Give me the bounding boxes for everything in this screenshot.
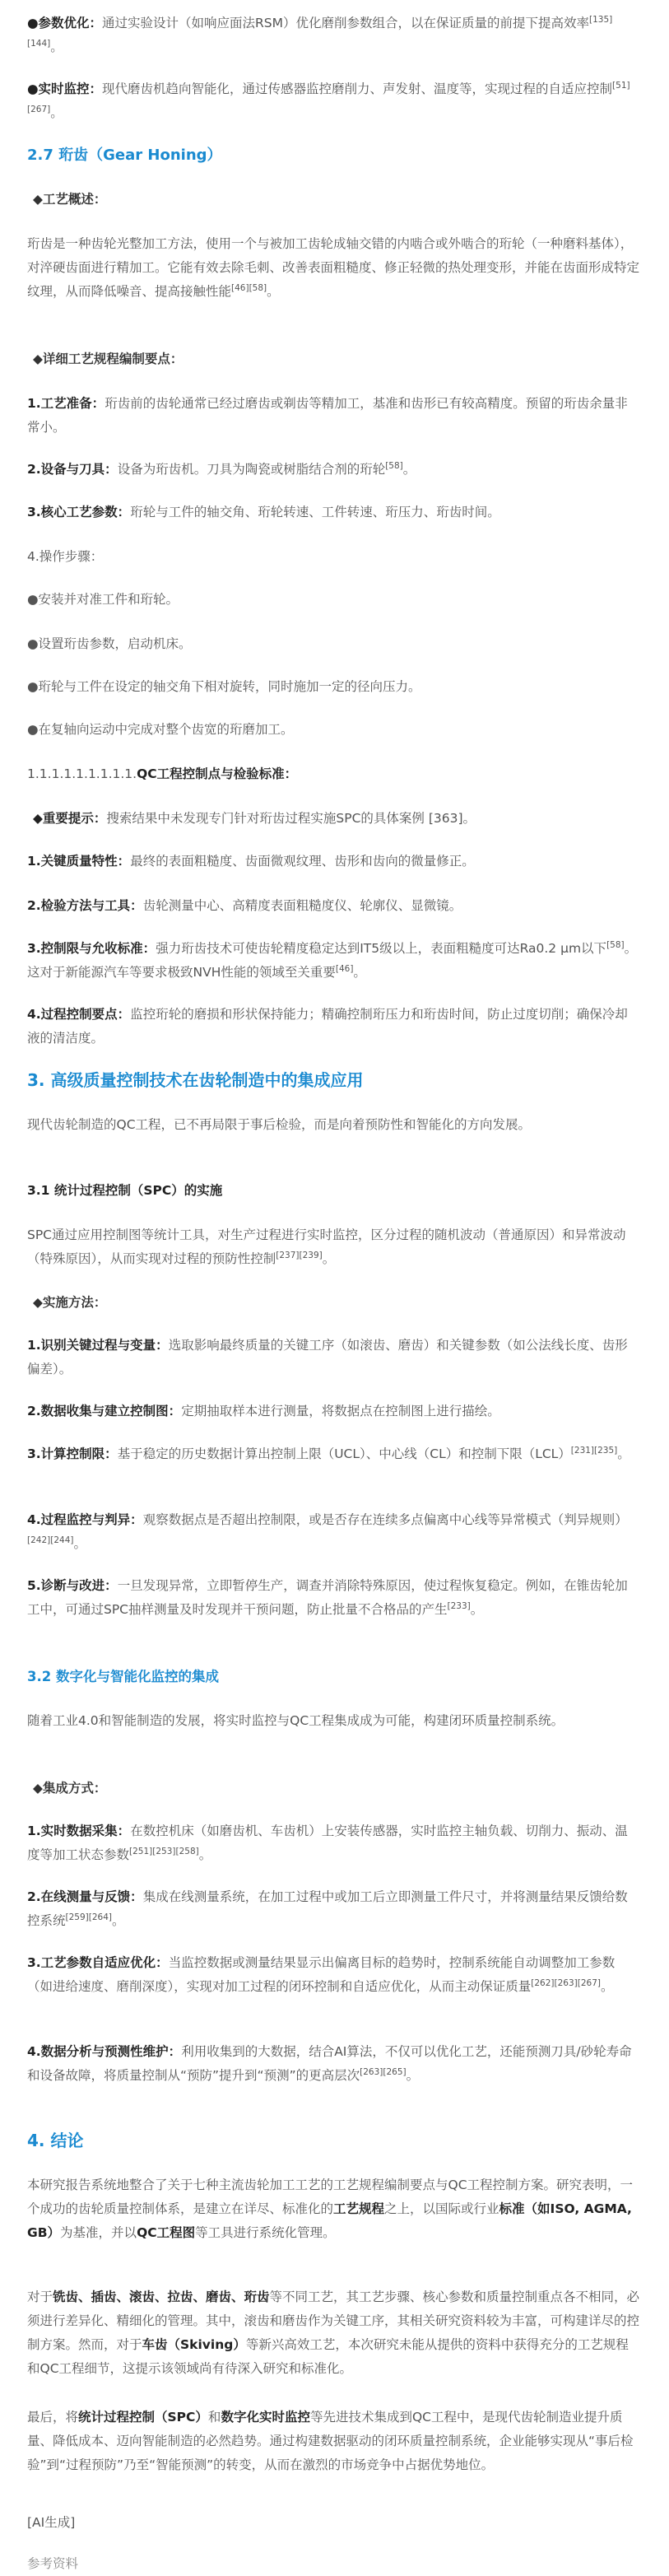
- integration-heading: ◆集成方式：: [33, 1781, 107, 1796]
- qc-item-3: 3.控制限与允收标准：强力珩齿技术可使齿轮精度稳定达到IT5级以上，表面粗糙度可达Ra0.2 μm以下[58]。这对于新能源汽车等要求极致NVH性能的领域至关重要[46]。: [27, 939, 638, 980]
- spc-step-1: 1.识别关键过程与变量：选取影响最终质量的关键工序（如滚齿、磨齿）和关键参数（如公法线长度、齿形偏差）。: [27, 1338, 628, 1377]
- spc-step-5: 5.诊断与改进：一旦发现异常，立即暂停生产，调查并消除特殊原因，使过程恢复稳定。例如，在锥齿轮加工中，可通过SPC抽样测量及时发现并干预问题，防止批量不合格品的产生[233]。: [27, 1578, 628, 1617]
- step-list-item: ●安装并对准工件和珩轮。: [27, 592, 179, 607]
- qc-heading: 1.1.1.1.1.1.1.1.1.QC工程控制点与检验标准：: [27, 766, 298, 781]
- section-3-2-intro: 随着工业4.0和智能制造的发展，将实时监控与QC工程集成成为可能，构建闭环质量控制系统。: [27, 1713, 564, 1728]
- citation[interactable]: [46]: [335, 963, 354, 974]
- citation[interactable]: [259][264]: [65, 1912, 112, 1922]
- ai-generated-label: [AI生成]: [27, 2515, 76, 2530]
- citation[interactable]: [251][253][258]: [129, 1846, 199, 1856]
- section-heading-4: 4. 结论: [27, 2131, 84, 2150]
- step-list-item: ●在复轴向运动中完成对整个齿宽的珩磨加工。: [27, 722, 294, 737]
- citation[interactable]: [262][263][267]: [531, 1977, 601, 1988]
- conclusion-paragraph-2: 对于铣齿、插齿、滚齿、拉齿、磨齿、珩齿等不同工艺，其工艺步骤、核心参数和质量控制重点各不相同，必须进行差异化、精细化的管理。其中，滚齿和磨齿作为关键工序，其相关研究资料较为丰富，可构建详尽的控制方案。然而，对于车齿（Skiving）等新兴高效工艺，本次研究未能从提供的资料中获得充分的工艺规程和QC工程细节，这提示该领域尚有待深入研究和标准化。: [27, 2290, 640, 2376]
- honing-item-4: 4.操作步骤：: [27, 549, 104, 564]
- qc-item-2: 2.检验方法与工具：齿轮测量中心、高精度表面粗糙度仪、轮廓仪、显微镜。: [27, 898, 462, 913]
- realtime-monitoring-paragraph: ●实时监控：现代磨齿机趋向智能化，通过传感器监控磨削力、声发射、温度等，实现过程的自适应控制[51][267]。: [27, 80, 630, 120]
- param-optimization-paragraph: ●参数优化：通过实验设计（如响应面法RSM）优化磨削参数组合，以在保证质量的前提下提高效率[135][144]。: [27, 14, 613, 54]
- section-heading-3-2: 3.2 数字化与智能化监控的集成: [27, 1669, 219, 1684]
- citation[interactable]: [231][235]: [570, 1445, 618, 1456]
- qc-item-4: 4.过程控制要点：监控珩轮的磨损和形状保持能力；精确控制珩压力和珩齿时间，防止过度切削；确保冷却液的清洁度。: [27, 1007, 628, 1046]
- citation[interactable]: [51][267]: [27, 80, 630, 114]
- citation[interactable]: [242][244]: [27, 1535, 74, 1545]
- overview-heading: ◆工艺概述：: [33, 192, 107, 207]
- section-heading-3: 3. 高级质量控制技术在齿轮制造中的集成应用: [27, 1070, 364, 1090]
- item-text: 通过实验设计（如响应面法RSM）优化磨削参数组合，以在保证质量的前提下提高效率: [102, 16, 590, 30]
- important-tip: ◆重要提示：搜索结果中未发现专门针对珩齿过程实施SPC的具体案例 [363]。: [33, 811, 476, 826]
- section-heading-2-7: 2.7 珩齿（Gear Honing）: [27, 147, 222, 164]
- citation[interactable]: [233]: [447, 1600, 471, 1611]
- honing-overview-paragraph: 珩齿是一种齿轮光整加工方法，使用一个与被加工齿轮成轴交错的内啮合或外啮合的珩轮（一种磨料基体），对淬硬齿面进行精加工。它能有效去除毛刺、改善表面粗糙度、修正轻微的热处理变形，并能在齿面形成特定纹理，从而降低噪音、提高接触性能[46][58]。: [27, 236, 640, 299]
- item-label: ●实时监控：: [27, 82, 103, 96]
- citation[interactable]: [58]: [606, 939, 625, 950]
- honing-item-2: 2.设备与刀具：设备为珩齿机。刀具为陶瓷或树脂结合剂的珩轮[58]。: [27, 460, 416, 477]
- conclusion-paragraph-3: 最后，将统计过程控制（SPC）和数字化实时监控等先进技术集成到QC工程中，是现代齿轮制造业提升质量、降低成本、迈向智能制造的必然趋势。通过构建数据驱动的闭环质量控制系统，企业能够实现从“事后检验”到“过程预防”乃至“智能预测”的转变，从而在激烈的市场竞争中占据优势地位。: [27, 2410, 634, 2472]
- item-text: 现代磨齿机趋向智能化，通过传感器监控磨削力、声发射、温度等，实现过程的自适应控制: [102, 82, 613, 96]
- section-3-intro: 现代齿轮制造的QC工程，已不再局限于事后检验，而是向着预防性和智能化的方向发展。: [27, 1117, 532, 1132]
- integration-item-2: 2.在线测量与反馈：集成在线测量系统，在加工过程中或加工后立即测量工件尺寸，并将测量结果反馈给数控系统[259][264]。: [27, 1889, 628, 1928]
- citation[interactable]: [58]: [385, 460, 403, 471]
- spc-step-4: 4.过程监控与判异：观察数据点是否超出控制限，或是否存在连续多点偏离中心线等异常模式（判异规则）[242][244]。: [27, 1512, 628, 1551]
- honing-item-3: 3.核心工艺参数：珩轮与工件的轴交角、珩轮转速、工件转速、珩压力、珩齿时间。: [27, 505, 500, 519]
- spc-step-2: 2.数据收集与建立控制图：定期抽取样本进行测量，将数据点在控制图上进行描绘。: [27, 1404, 500, 1418]
- integration-item-3: 3.工艺参数自适应优化：当监控数据或测量结果显示出偏离目标的趋势时，控制系统能自动调整加工参数（如进给速度、磨削深度），实现对加工过程的闭环控制和自适应优化，从而主动保证质量[262][263][267]。: [27, 1955, 616, 1994]
- section-heading-3-1: 3.1 统计过程控制（SPC）的实施: [27, 1183, 223, 1198]
- spc-step-3: 3.计算控制限：基于稳定的历史数据计算出控制上限（UCL）、中心线（CL）和控制下限（LCL）[231][235]。: [27, 1445, 630, 1461]
- integration-item-1: 1.实时数据采集：在数控机床（如磨齿机、车齿机）上安装传感器，实时监控主轴负载、切削力、振动、温度等加工状态参数[251][253][258]。: [27, 1824, 628, 1862]
- citation[interactable]: [263][265]: [360, 2066, 407, 2077]
- citation[interactable]: [237][239]: [276, 1250, 323, 1260]
- step-list-item: ●珩轮与工件在设定的轴交角下相对旋转，同时施加一定的径向压力。: [27, 679, 421, 694]
- citation[interactable]: [46][58]: [231, 282, 267, 293]
- spc-paragraph: SPC通过应用控制图等统计工具，对生产过程进行实时监控，区分过程的随机波动（普通原因）和异常波动（特殊原因），从而实现对过程的预防性控制[237][239]。: [27, 1227, 626, 1266]
- method-heading: ◆实施方法：: [33, 1295, 107, 1310]
- conclusion-paragraph-1: 本研究报告系统地整合了关于七种主流齿轮加工工艺的工艺规程编制要点与QC工程控制方案。研究表明，一个成功的齿轮质量控制体系，是建立在详尽、标准化的工艺规程之上，以国际或行业标准（如ISO, AGMA, GB）为基准，并以QC工程图等工具进行系统化管理。: [27, 2178, 634, 2240]
- integration-item-4: 4.数据分析与预测性维护：利用收集到的大数据，结合AI算法，不仅可以优化工艺，还能预测刀具/砂轮寿命和设备故障，将质量控制从“预防”提升到“预测”的更高层次[263][265]。: [27, 2044, 632, 2083]
- citation[interactable]: [135][144]: [27, 14, 613, 49]
- honing-item-1: 1.工艺准备：珩齿前的齿轮通常已经过磨齿或剃齿等精加工，基准和齿形已有较高精度。预留的珩齿余量非常小。: [27, 396, 628, 435]
- item-label: ●参数优化：: [27, 16, 103, 30]
- detail-heading: ◆详细工艺规程编制要点：: [33, 352, 184, 366]
- step-list-item: ●设置珩齿参数，启动机床。: [27, 636, 192, 651]
- qc-item-1: 1.关键质量特性：最终的表面粗糙度、齿面微观纹理、齿形和齿向的微量修正。: [27, 854, 475, 869]
- references-heading[interactable]: 参考资料: [27, 2556, 79, 2571]
